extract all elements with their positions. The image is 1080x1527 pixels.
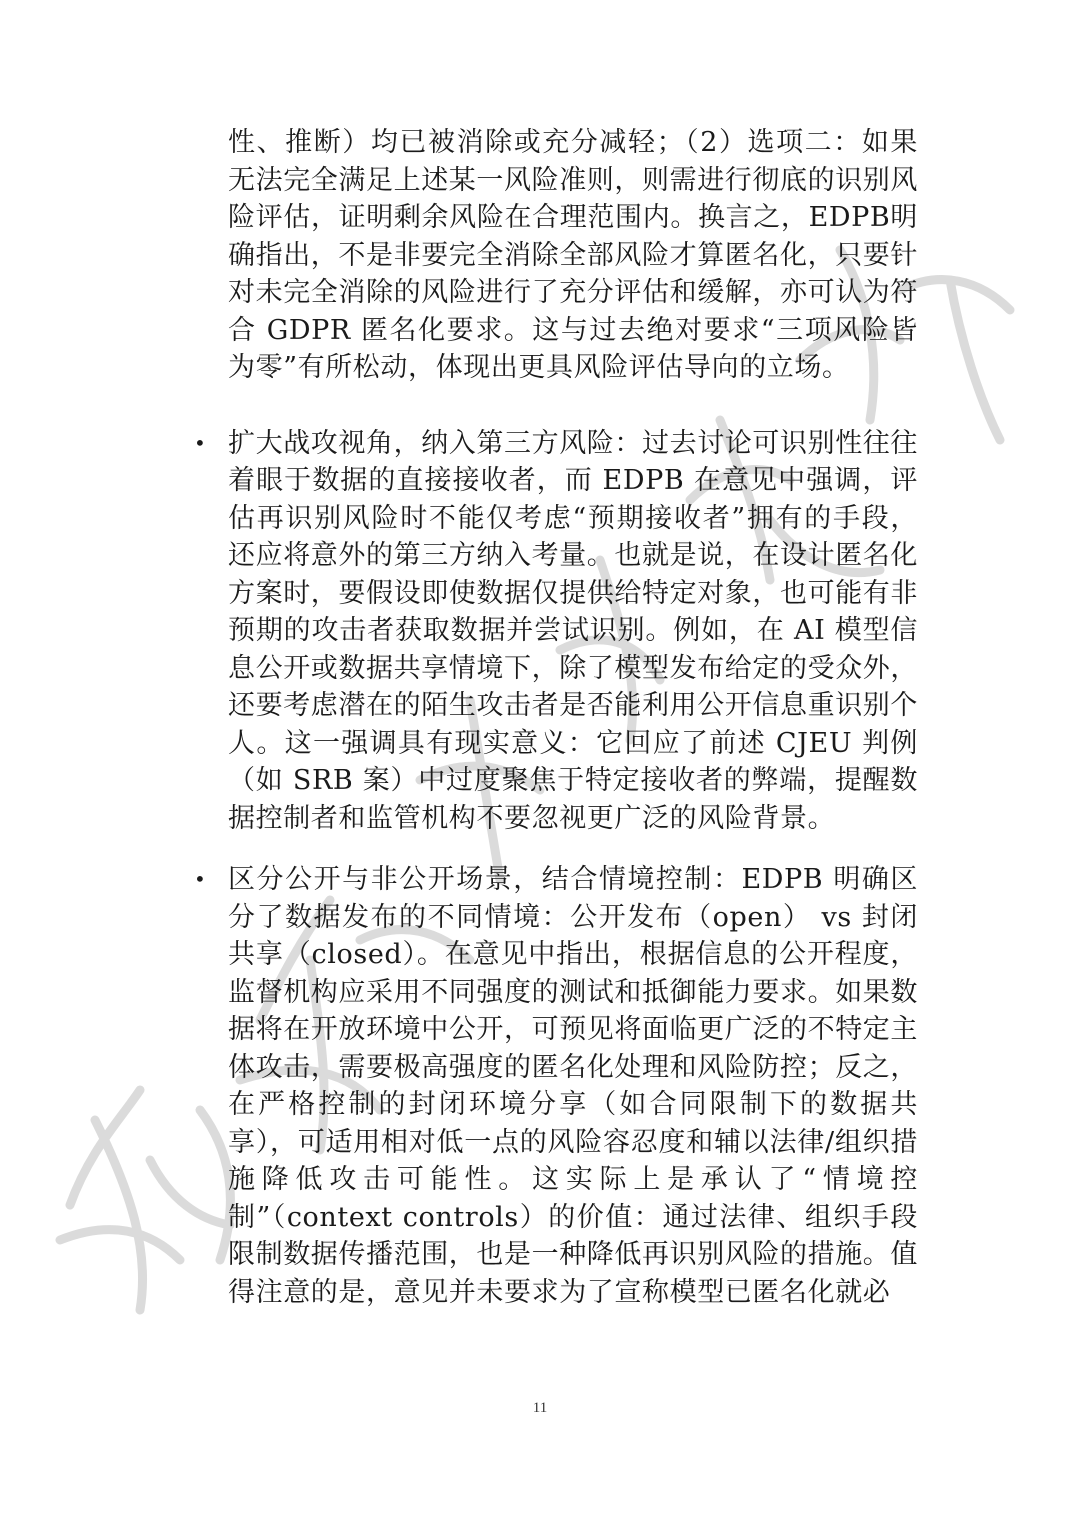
bullet-text: 扩大战攻视角，纳入第三方风险：过去讨论可识别性往往着眼于数据的直接接收者，而 EDPB 在意见中强调，评估再识别风险时不能仅考虑“预期接收者”拥有的手段，还应将意外的第三方纳入考量。也就是说，在设计匿名化方案时，要假设即使数据仅提供给特定对象，也可能有非预期的攻击者获取数据并尝试识别。例如，在 AI 模型信息公开或数据共享情境下，除了模型发布给定的受众外，还要考虑潜在的陌生攻击者是否能利用公开信息重识别个人。这一强调具有现实意义：它回应了前述 CJEU 判例（如 SRB 案）中过度聚焦于特定接收者的弊端，提醒数据控制者和监管机构不要忽视更广泛的风险背景。 [228, 427, 918, 834]
page-number: 11 [532, 1400, 548, 1416]
document-body [194, 124, 918, 1311]
bullet-marker: • [194, 430, 206, 455]
bullet-item-context-controls [194, 861, 918, 1311]
bullet-marker: • [194, 867, 206, 891]
bullet-item-third-party-risk [194, 425, 918, 838]
paragraph-continuation: 性、推断）均已被消除或充分减轻；（2）选项二：如果无法完全满足上述某一风险准则，则需进行彻底的识别风险评估，证明剩余风险在合理范围内。换言之，EDPB明确指出，不是非要完全消除全部风险才算匿名化，只要针对未完全消除的风险进行了充分评估和缓解，亦可认为符合 GDPR 匿名化要求。这与过去绝对要求“三项风险皆为零”有所松动，体现出更具风险评估导向的立场。 [228, 127, 918, 383]
bullet-text: 区分公开与非公开场景，结合情境控制：EDPB 明确区分了数据发布的不同情境：公开发布（open） vs 封闭共享（closed）。在意见中指出，根据信息的公开程度，监督机构应采用不同强度的测试和抵御能力要求。如果数据将在开放环境中公开，可预见将面临更广泛的不特定主体攻击，需要极高强度的匿名化处理和风险防控；反之，在严格控制的封闭环境分享（如合同限制下的数据共享），可适用相对低一点的风险容忍度和辅以法律/组织措施降低攻击可能性。这实际上是承认了“情境控制”（context controls）的价值：通过法律、组织手段限制数据传播范围，也是一种降低再识别风险的措施。值得注意的是，意见并未要求为了宣称模型已匿名化就必 [228, 864, 918, 1308]
